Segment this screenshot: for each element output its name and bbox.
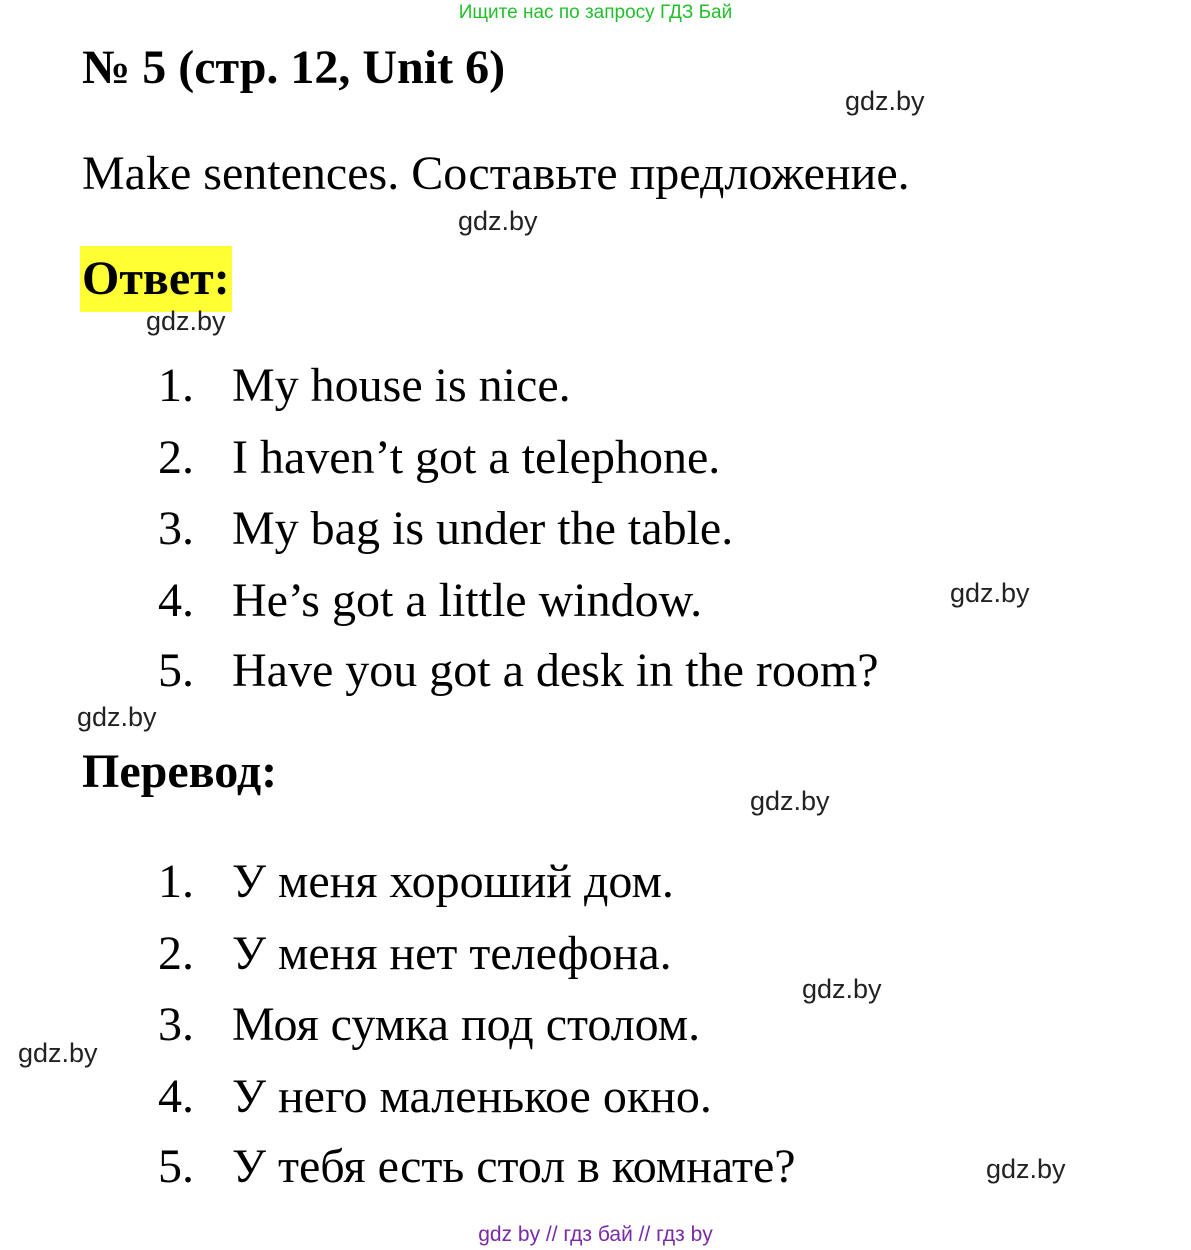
answer-text: My bag is under the table. xyxy=(232,502,734,555)
top-banner: Ищите нас по запросу ГДЗ Бай xyxy=(458,2,733,23)
answer-item-2 xyxy=(158,432,720,485)
answer-text: My house is nice. xyxy=(232,359,571,412)
translation-item-4 xyxy=(158,1071,712,1124)
answer-item-3 xyxy=(158,503,733,556)
translation-number: 3. xyxy=(158,998,194,1051)
translation-label: Перевод: xyxy=(82,745,278,798)
translation-item-5 xyxy=(158,1141,796,1194)
answer-item-1 xyxy=(158,360,571,413)
watermark: gdz.by xyxy=(146,306,226,336)
translation-number: 1. xyxy=(158,855,194,908)
answer-number: 1. xyxy=(158,359,194,412)
translation-item-3 xyxy=(158,999,700,1052)
watermark: gdz.by xyxy=(77,702,157,732)
translation-item-1 xyxy=(158,856,674,909)
watermark: gdz.by xyxy=(845,86,925,116)
translation-text: У меня нет телефона. xyxy=(232,927,672,980)
watermark: gdz.by xyxy=(750,786,830,816)
translation-text: Моя сумка под столом. xyxy=(232,998,701,1051)
answer-text: I haven’t got a telephone. xyxy=(232,431,721,484)
translation-text: У тебя есть стол в комнате? xyxy=(232,1140,796,1193)
answer-number: 2. xyxy=(158,431,194,484)
answer-number: 5. xyxy=(158,644,194,697)
watermark: gdz.by xyxy=(18,1038,98,1068)
answer-text: He’s got a little window. xyxy=(232,574,703,627)
translation-number: 2. xyxy=(158,927,194,980)
translation-item-2 xyxy=(158,928,672,981)
answer-item-5 xyxy=(158,645,879,698)
watermark: gdz.by xyxy=(458,206,538,236)
answer-item-4 xyxy=(158,575,702,628)
translation-number: 5. xyxy=(158,1140,194,1193)
answer-text: Have you got a desk in the room? xyxy=(232,644,879,697)
footer-watermark: gdz by // гдз бай // гдз by xyxy=(478,1223,713,1246)
translation-number: 4. xyxy=(158,1070,194,1123)
answer-number: 4. xyxy=(158,574,194,627)
answer-label: Ответ: xyxy=(80,246,232,312)
answer-number: 3. xyxy=(158,502,194,555)
task-instruction: Make sentences. Составьте предложение. xyxy=(82,147,910,200)
watermark: gdz.by xyxy=(802,974,882,1004)
watermark: gdz.by xyxy=(986,1154,1066,1184)
translation-text: У него маленькое окно. xyxy=(232,1070,712,1123)
translation-text: У меня хороший дом. xyxy=(232,855,674,908)
task-title: № 5 (стр. 12, Unit 6) xyxy=(82,41,506,94)
watermark: gdz.by xyxy=(950,578,1030,608)
